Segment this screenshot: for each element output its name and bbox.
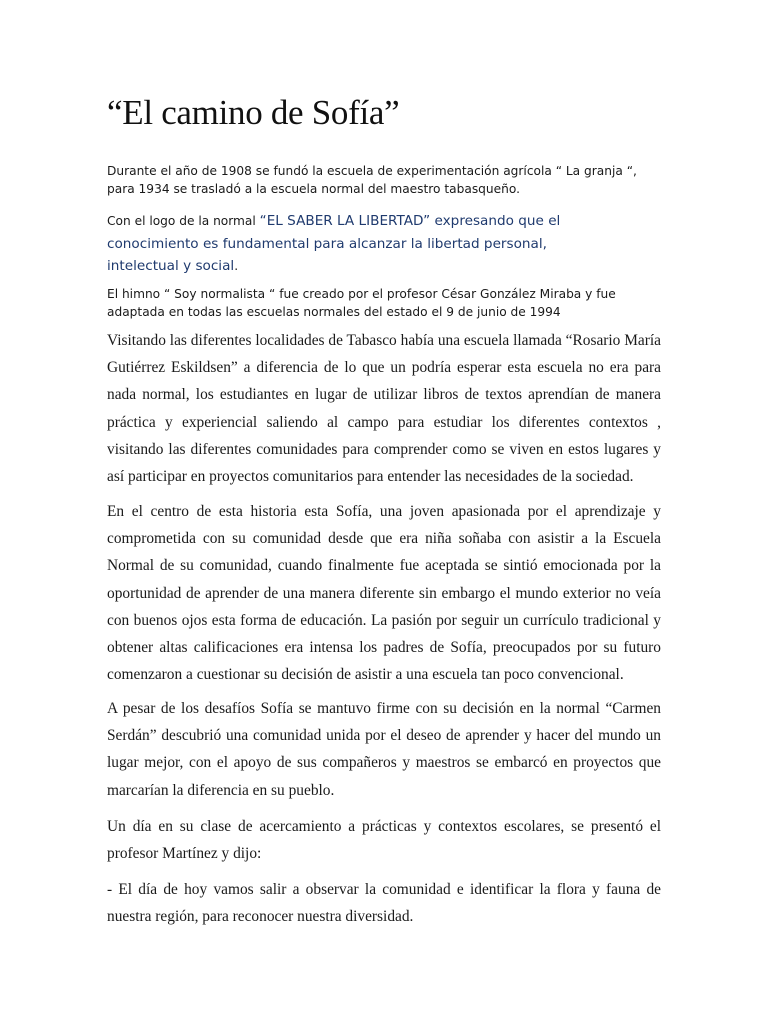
- body-paragraph: Un día en su clase de acercamiento a prácticas y contextos escolares, se presentó el profesor Martínez y dijo:: [107, 818, 661, 863]
- body-paragraph: A pesar de los desafíos Sofía se mantuvo firme con su decisión en la normal “Carmen Serdán” descubrió una comunidad unida por el deseo de aprender y hacer del mundo un lugar mejor, con el apoyo de sus compañeros y maestros se embarcó en proyectos que marcarían la diferencia en su pueblo.: [107, 700, 661, 799]
- logo-end-text: .: [234, 259, 239, 273]
- intro-founding-text: Durante el año de 1908 se fundó la escuela de experimentación agrícola “ La granja “, para 1934 se trasladó a la escuela normal del maestro tabasqueño.: [107, 164, 637, 196]
- logo-motto-text: “EL SABER LA LIBERTAD” expresando que el conocimiento es fundamental para alcanzar la libertad personal, intelectual y social: [107, 213, 561, 274]
- body-paragraph: En el centro de esta historia esta Sofía, una joven apasionada por el aprendizaje y comprometida con su comunidad desde que era niña soñaba con asistir a la Escuela Normal de su comunidad, cuando finalmente fue aceptada se sintió emocionada por la oportunidad de aprender de una manera diferente sin embargo el mundo exterior no veía con buenos ojos esta forma de educación. La pasión por seguir un currículo tradicional y obtener altas calificaciones era intensa los padres de Sofía, preocupados por su futuro comenzaron a cuestionar su decisión de asistir a una escuela tan poco convencional.: [107, 503, 661, 684]
- logo-lead-text: Con el logo de la normal: [107, 214, 260, 228]
- document-title: “El camino de Sofía”: [107, 93, 400, 132]
- body-paragraph: - El día de hoy vamos salir a observar la comunidad e identificar la flora y fauna de nuestra región, para reconocer nuestra diversidad.: [107, 881, 661, 926]
- body-paragraph: Visitando las diferentes localidades de Tabasco había una escuela llamada “Rosario María Gutiérrez Eskildsen” a diferencia de lo que un podría esperar esta escuela no era para nada normal, los estudiantes en lugar de utilizar libros de textos aprendían de manera práctica y experiencial saliendo al campo para estudiar los diferentes contextos , visitando las diferentes comunidades para comprender como se viven en estos lugares y así participar en proyectos comunitarios para entender las necesidades de la sociedad.: [107, 332, 661, 486]
- intro-anthem-text: El himno “ Soy normalista “ fue creado por el profesor César González Miraba y fue adaptada en todas las escuelas normales del estado el 9 de junio de 1994: [107, 287, 616, 319]
- intro-logo-text: [107, 210, 587, 278]
